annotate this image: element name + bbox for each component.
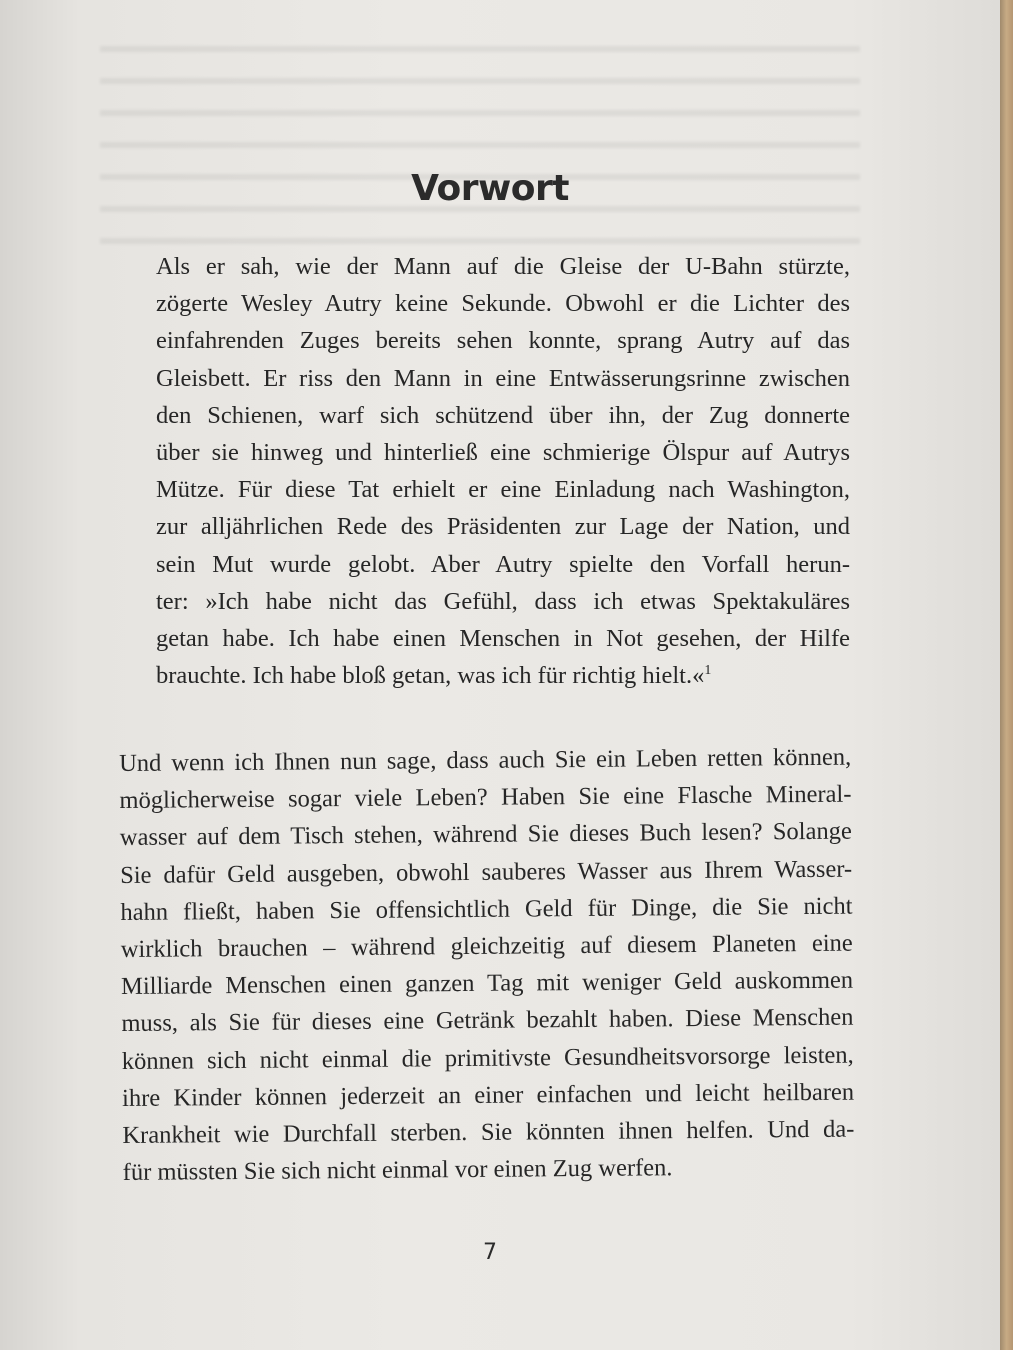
text-line: möglicherweise sogar viele Leben? Haben Sie eine Flasche Mineral-	[119, 780, 852, 815]
text-line: Krankheit wie Durchfall sterben. Sie könnten ihnen helfen. Und da-	[122, 1115, 855, 1150]
text-line: sein Mut wurde gelobt. Aber Autry spielte den Vorfall herun-	[156, 550, 850, 578]
text-line: einfahrenden Zuges bereits sehen konnte, sprang Autry auf das	[156, 327, 850, 355]
text-line: ihre Kinder können jederzeit an einer einfachen und leicht heilbaren	[121, 1078, 855, 1112]
text-line: Und wenn ich Ihnen nun sage, dass auch Sie ein Leben retten können,	[119, 743, 852, 777]
text-line: hahn fließt, haben Sie offensichtlich Geld für Dinge, die Sie nicht	[120, 892, 853, 926]
book-edge	[1000, 0, 1013, 1350]
text-line: können sich nicht einmal die primitivste Gesundheitsvorsorge leisten,	[121, 1041, 854, 1075]
text-line: Milliarde Menschen einen ganzen Tag mit weniger Geld auskommen	[120, 966, 854, 1001]
text-line-last	[156, 657, 850, 694]
text-line: über sie hinweg und hinterließ eine schmierige Ölspur auf Autrys	[156, 439, 850, 467]
chapter-title: Vorwort	[411, 168, 569, 209]
text-line: zögerte Wesley Autry keine Sekunde. Obwohl er die Lichter des	[156, 290, 850, 318]
text-line: wasser auf dem Tisch stehen, während Sie dieses Buch lesen? Solange	[119, 818, 852, 852]
text-line: muss, als Sie für dieses eine Getränk bezahlt haben. Diese Menschen	[121, 1004, 854, 1038]
text-line-content: brauchte. Ich habe bloß getan, was ich für richtig hielt.«	[156, 662, 705, 690]
text-line: getan habe. Ich habe einen Menschen in Not gesehen, der Hilfe	[156, 625, 850, 653]
bleed-through-text	[100, 20, 860, 260]
text-line: Mütze. Für diese Tat erhielt er eine Einladung nach Washington,	[156, 476, 850, 504]
text-line: den Schienen, warf sich schützend über ihn, der Zug donnerte	[156, 401, 850, 429]
text-line: Gleisbett. Er riss den Mann in eine Entwässerungsrinne zwischen	[156, 364, 850, 392]
text-line: wirklich brauchen – während gleichzeitig auf diesem Planeten eine	[120, 929, 853, 964]
footnote-marker: 1	[704, 663, 712, 679]
text-line: Sie dafür Geld ausgeben, obwohl sauberes Wasser aus Ihrem Wasser-	[120, 855, 853, 889]
page-number: 7	[483, 1240, 497, 1265]
text-line: ter: »Ich habe nicht das Gefühl, dass ich etwas Spektakuläres	[156, 587, 850, 615]
text-line-last: für müssten Sie sich nicht einmal vor einen Zug werfen.	[122, 1154, 673, 1187]
paragraph-1	[156, 248, 850, 694]
text-line: zur alljährlichen Rede des Präsidenten zur Lage der Nation, und	[156, 513, 850, 541]
paragraph-2	[119, 739, 855, 1192]
text-line: Als er sah, wie der Mann auf die Gleise der U-Bahn stürzte,	[156, 253, 850, 280]
